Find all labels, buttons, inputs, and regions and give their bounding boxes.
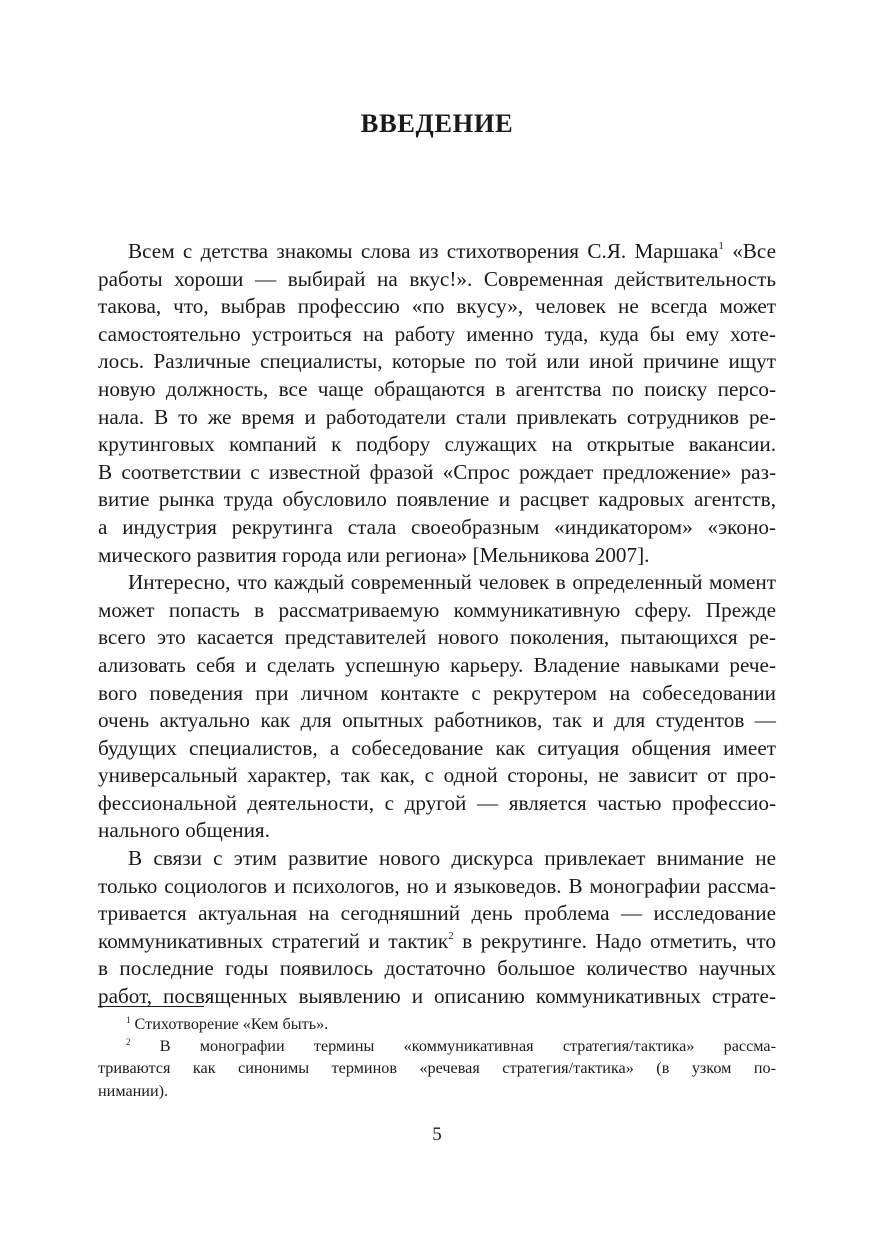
text-line: такова, что, выбрав профессию «по вкусу», человек не всегда может [98,294,776,319]
footnote-marker: 1 [126,1015,131,1025]
text-line: самостоятельно устроиться на работу именно туда, куда бы ему хоте- [98,321,776,346]
text-line: новую должность, все чаще обращаются в агентства по поиску персо- [98,376,776,401]
footnote-ref[interactable]: 1 [718,240,724,252]
text-line: коммуникативных стратегий и тактик$^2$ в рекрутинге. Надо отметить, что [98,928,776,953]
book-page [98,0,776,1241]
text-line: работ, посвященных выявлению и описанию коммуникативных страте- [98,984,776,1009]
text-line: Интересно, что каждый современный человек в определенный момент [128,570,776,595]
text-line: универсальный характер, так как, с одной стороны, не зависит от про- [98,763,776,788]
text-line: только социологов и психологов, но и языковедов. В монографии рассма- [98,873,776,898]
text-line: нала. В то же время и работодатели стали привлекать сотрудников ре- [98,404,776,429]
text-line: тривается актуальная на сегодняшний день проблема — исследование [98,901,776,926]
paragraph [98,845,776,1011]
text-line: В связи с этим развитие нового дискурса привлекает внимание не [128,846,776,871]
text-line: Всем с детства знакомы слова из стихотворения С.Я. Маршака$^1$ «Все [128,239,776,263]
footnotes [98,1013,776,1102]
footnote-line: нимании). [98,1081,169,1100]
chapter-title: ВВЕДЕНИЕ [360,108,514,138]
text-line: нального общения. [98,818,270,843]
text-line: витие рынка труда обусловило появление и расцвет кадровых агентств, [98,487,776,512]
text-line: лось. Различные специалисты, которые по той или иной причине ищут [98,349,776,374]
paragraph [98,569,776,845]
text-line: всего это касается представителей нового поколения, пытающихся ре- [98,625,776,650]
text-line: В соответствии с известной фразой «Спрос рождает предложение» раз- [98,459,776,484]
text-line: работы хороши — выбирай на вкус!». Современная действительность [98,266,776,291]
footnote-line: $^1$ Стихотворение «Кем быть». [126,1015,329,1033]
page-number: 5 [432,1124,442,1145]
text-line: ализовать себя и сделать успешную карьеру. Владение навыками рече- [98,652,776,677]
text-line: очень актуально как для опытных работников, так и для студентов — [98,708,776,733]
text-line: мического развития города или региона» [Мельникова 2007]. [98,542,650,567]
footnote-line: $^2$ В монографии термины «коммуникативная стратегия/тактика» рассма- [126,1037,776,1056]
footnote-line: триваются как синонимы терминов «речевая стратегия/тактика» (в узком по- [98,1059,776,1078]
text-line: вого поведения при личном контакте с рекрутером на собеседовании [98,680,776,705]
paragraph [98,238,776,569]
footnote-marker: 2 [126,1037,131,1048]
footnote-separator [98,1006,204,1007]
body-text [98,238,776,1011]
text-line: будущих специалистов, а собеседование как ситуация общения имеет [98,735,776,760]
text-line: фессиональной деятельности, с другой — является частью профессио- [98,790,776,815]
footnote [98,1013,776,1035]
footnote [98,1035,776,1102]
text-line: крутинговых компаний к подбору служащих на открытые вакансии. [98,432,776,457]
text-line: может попасть в рассматриваемую коммуникативную сферу. Прежде [98,597,776,622]
footnote-ref[interactable]: 2 [448,929,454,942]
text-line: а индустрия рекрутинга стала своеобразным «индикатором» «эконо- [98,514,776,539]
text-line: в последние годы появилось достаточно большое количество научных [98,956,776,981]
